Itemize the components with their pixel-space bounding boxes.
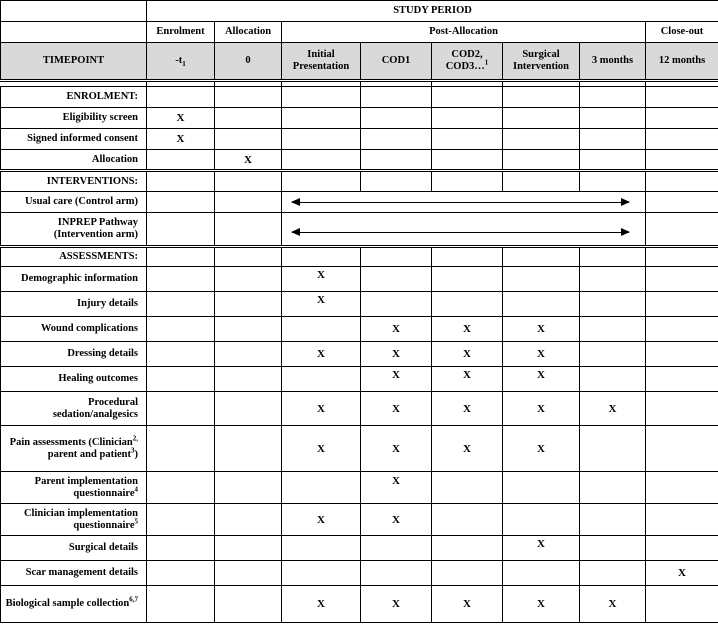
table-row <box>1 561 718 586</box>
table-row <box>1 192 718 213</box>
table-row <box>1 586 718 623</box>
mark: X <box>503 367 580 392</box>
mark: X <box>361 317 432 342</box>
row-label: Injury details <box>1 292 147 317</box>
mark: X <box>432 317 503 342</box>
section-assessments <box>1 247 718 267</box>
study-period-title: STUDY PERIOD <box>147 1 718 22</box>
row-label: Parent implementation questionnaire$^4$ <box>1 472 147 504</box>
row-label: Scar management details <box>1 561 147 586</box>
timepoint-enrol: $-t_1$ <box>147 43 215 81</box>
phase-enrolment: Enrolment <box>147 22 215 43</box>
double-arrow-icon <box>292 202 629 203</box>
row-label: Eligibility screen <box>1 108 147 129</box>
table-row <box>1 317 718 342</box>
mark: X <box>432 367 503 392</box>
mark: X <box>503 392 580 426</box>
mark: X <box>361 392 432 426</box>
table-row <box>1 267 718 292</box>
row-label: Procedural sedation/analgesics <box>1 392 147 426</box>
mark: X <box>432 586 503 623</box>
table-row <box>1 504 718 536</box>
duration-arrow <box>282 192 646 213</box>
mark: X <box>282 267 361 292</box>
mark: X <box>282 292 361 317</box>
corner-cell <box>1 1 147 22</box>
row-label: Biological sample collection$^{6,7}$ <box>1 586 147 623</box>
row-label: Dressing details <box>1 342 147 367</box>
mark: X <box>147 108 215 129</box>
mark: X <box>361 342 432 367</box>
mark: X <box>432 426 503 472</box>
mark: X <box>282 504 361 536</box>
timepoint-cod2: COD2, COD3…$^1$ <box>432 43 503 81</box>
phase-post-allocation: Post-Allocation <box>282 22 646 43</box>
row-label: INPREP Pathway (Intervention arm) <box>1 213 147 247</box>
mark: X <box>282 392 361 426</box>
mark: X <box>432 342 503 367</box>
table-row <box>1 129 718 150</box>
table-row <box>1 150 718 171</box>
section-enrolment <box>1 87 718 108</box>
timepoint-allocation: 0 <box>215 43 282 81</box>
mark: X <box>282 342 361 367</box>
study-period-row <box>1 1 718 22</box>
table-row <box>1 536 718 561</box>
table-row <box>1 108 718 129</box>
table-row <box>1 472 718 504</box>
mark: X <box>361 426 432 472</box>
timepoint-label: TIMEPOINT <box>1 43 147 81</box>
mark: X <box>215 150 282 171</box>
double-arrow-icon <box>292 232 629 233</box>
mark: X <box>580 392 646 426</box>
mark: X <box>147 129 215 150</box>
row-label: Clinician implementation questionnaire$^5$ <box>1 504 147 536</box>
phase-close-out: Close-out <box>646 22 718 43</box>
row-label: Usual care (Control arm) <box>1 192 147 213</box>
row-label: Allocation <box>1 150 147 171</box>
section-interventions <box>1 171 718 192</box>
mark: X <box>580 586 646 623</box>
row-label: Surgical details <box>1 536 147 561</box>
mark: X <box>503 342 580 367</box>
mark: X <box>432 392 503 426</box>
row-label: Healing outcomes <box>1 367 147 392</box>
table-row <box>1 292 718 317</box>
table-row <box>1 367 718 392</box>
mark: X <box>503 317 580 342</box>
row-label: Pain assessments (Clinician$^{2,}$ parent and patient$^3$) <box>1 426 147 472</box>
timepoint-surgical: Surgical Intervention <box>503 43 580 81</box>
phase-row <box>1 22 718 43</box>
mark: X <box>282 426 361 472</box>
table-row <box>1 426 718 472</box>
section-label: INTERVENTIONS: <box>1 171 147 192</box>
row-label: Wound complications <box>1 317 147 342</box>
table-row <box>1 213 718 247</box>
timepoint-12-months: 12 months <box>646 43 718 81</box>
section-label: ASSESSMENTS: <box>1 247 147 267</box>
table-row <box>1 392 718 426</box>
table-row <box>1 342 718 367</box>
timepoint-row <box>1 43 718 81</box>
timepoint-initial: Initial Presentation <box>282 43 361 81</box>
mark: X <box>361 504 432 536</box>
row-label: Signed informed consent <box>1 129 147 150</box>
duration-arrow <box>282 213 646 247</box>
mark: X <box>503 426 580 472</box>
section-label: ENROLMENT: <box>1 87 147 108</box>
mark: X <box>361 472 432 504</box>
timepoint-3-months: 3 months <box>580 43 646 81</box>
row-label: Demographic information <box>1 267 147 292</box>
timepoint-cod1: COD1 <box>361 43 432 81</box>
mark: X <box>282 586 361 623</box>
mark: X <box>646 561 718 586</box>
mark: X <box>361 367 432 392</box>
mark: X <box>503 586 580 623</box>
mark: X <box>361 586 432 623</box>
mark: X <box>503 536 580 561</box>
phase-allocation: Allocation <box>215 22 282 43</box>
